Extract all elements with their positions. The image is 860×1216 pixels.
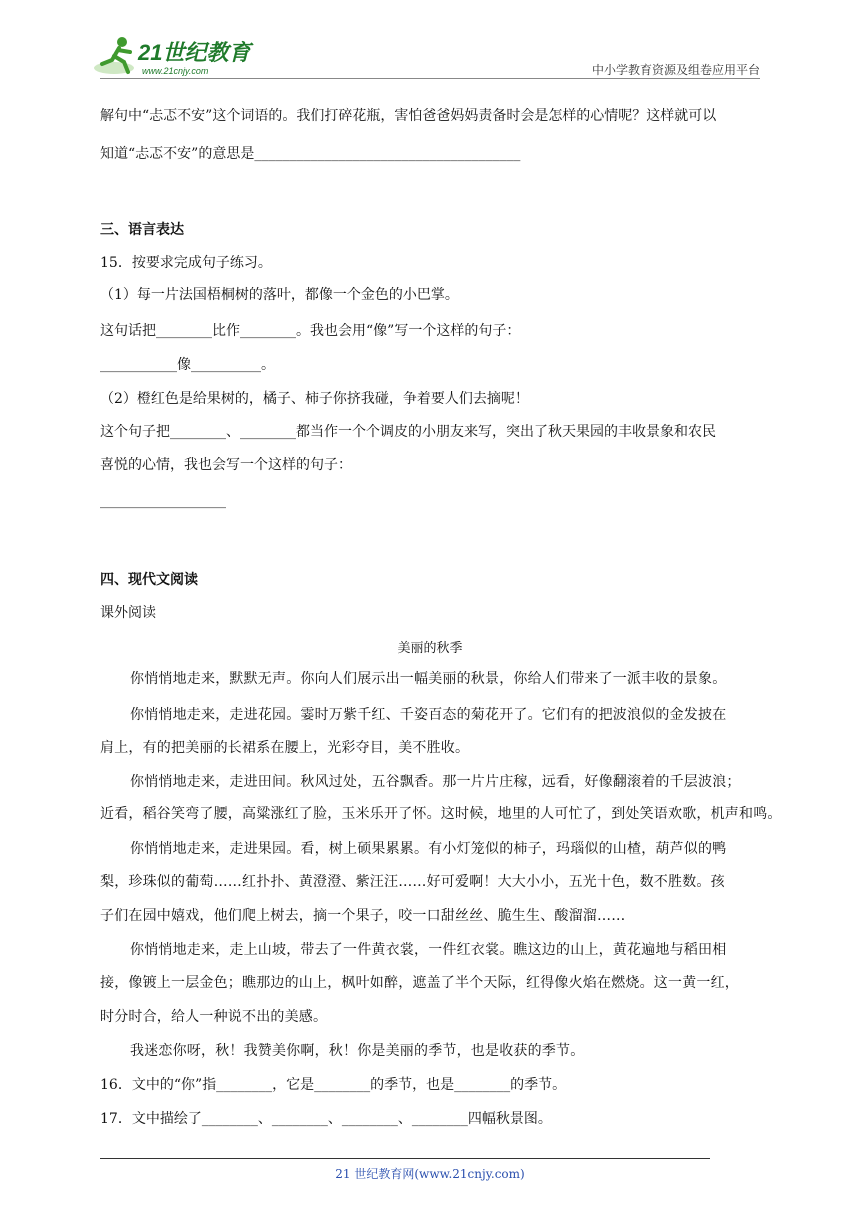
article-title: 美丽的秋季 [397,641,463,656]
logo-main-text: 21世纪教育 [138,40,251,65]
text-line: 知道“忐忑不安”的意思是______________________________________ [100,146,521,162]
question-17: 17．文中描绘了________、________、________、________四幅秋景图。 [100,1111,552,1127]
logo-url-text: www.21cnjy.com [142,66,209,76]
article-paragraph: 你悄悄地走来，走进花园。霎时万紫千红、千姿百态的菊花开了。它们有的把波浪似的金发披在 [130,707,727,723]
question-15-1: （1）每一片法国梧桐树的落叶，都像一个金色的小巴掌。 [100,287,459,303]
subheading: 课外阅读 [100,605,156,621]
article-paragraph: 你悄悄地走来，走进田间。秋风过处，五谷飘香。那一片片庄稼，远看，好像翻滚着的千层波浪； [130,774,741,790]
question-16: 16．文中的“你”指________，它是________的季节，也是________的季节。 [100,1077,567,1093]
text-line: 喜悦的心情，我也会写一个这样的句子： [100,457,352,473]
question-15-2-blank: 这个句子把________、________都当作一个个调皮的小朋友来写，突出了秋天果园的丰收景象和农民 [100,424,716,440]
question-15-2: （2）橙红色是给果树的，橘子、柿子你挤我碰，争着要人们去摘呢！ [100,391,529,407]
text-line: 解句中“忐忑不安”这个词语的。我们打碎花瓶，害怕爸爸妈妈责备时会是怎样的心情呢？这样就可以 [100,108,717,124]
question-15-1-answer: ___________像__________。 [100,357,275,373]
article-paragraph: 子们在园中嬉戏，他们爬上树去，摘一个果子，咬一口甜丝丝、脆生生、酸溜溜…… [100,908,626,924]
article-paragraph: 肩上，有的把美丽的长裙系在腰上，光彩夺目，美不胜收。 [100,740,470,756]
platform-name: 中小学教育资源及组卷应用平台 [591,63,760,77]
article-paragraph: 近看，稻谷笑弯了腰，高粱涨红了脸，玉米乐开了怀。这时候，地里的人可忙了，到处笑语欢歌，机声和鸣。 [100,806,782,822]
question-15: 15．按要求完成句子练习。 [100,255,272,271]
article-paragraph: 梨，珍珠似的葡萄……红扑扑、黄澄澄、紫汪汪……好可爱啊！大大小小，五光十色，数不胜数。孩 [100,874,725,890]
article-paragraph: 接，像镀上一层金色；瞧那边的山上，枫叶如醉，遮盖了半个天际，红得像火焰在燃烧。这一黄一红， [100,975,739,991]
article-paragraph: 你悄悄地走来，走进果园。看，树上硕果累累。有小灯笼似的柿子，玛瑙似的山楂，葫芦似的鸭 [130,841,727,857]
site-logo [92,34,262,80]
article-paragraph: 时分时合，给人一种说不出的美感。 [100,1009,328,1025]
article-paragraph: 你悄悄地走来，走上山坡，带去了一件黄衣裳，一件红衣裳。瞧这边的山上，黄花遍地与稻田相 [130,942,727,958]
section-heading: 三、语言表达 [100,222,184,238]
footer-divider [100,1158,710,1159]
header-divider [100,78,760,79]
article-paragraph: 你悄悄地走来，默默无声。你向人们展示出一幅美丽的秋景，你给人们带来了一派丰收的景象。 [130,671,727,687]
section-heading: 四、现代文阅读 [100,572,198,588]
answer-blank: __________________ [100,493,226,509]
runner-icon [92,34,262,80]
footer-text: 21 世纪教育网(www.21cnjy.com) [335,1167,525,1181]
article-paragraph: 我迷恋你呀，秋！我赞美你啊，秋！你是美丽的季节，也是收获的季节。 [130,1043,585,1059]
question-15-1-blank: 这句话把________比作________。我也会用“像”写一个这样的句子： [100,323,521,339]
